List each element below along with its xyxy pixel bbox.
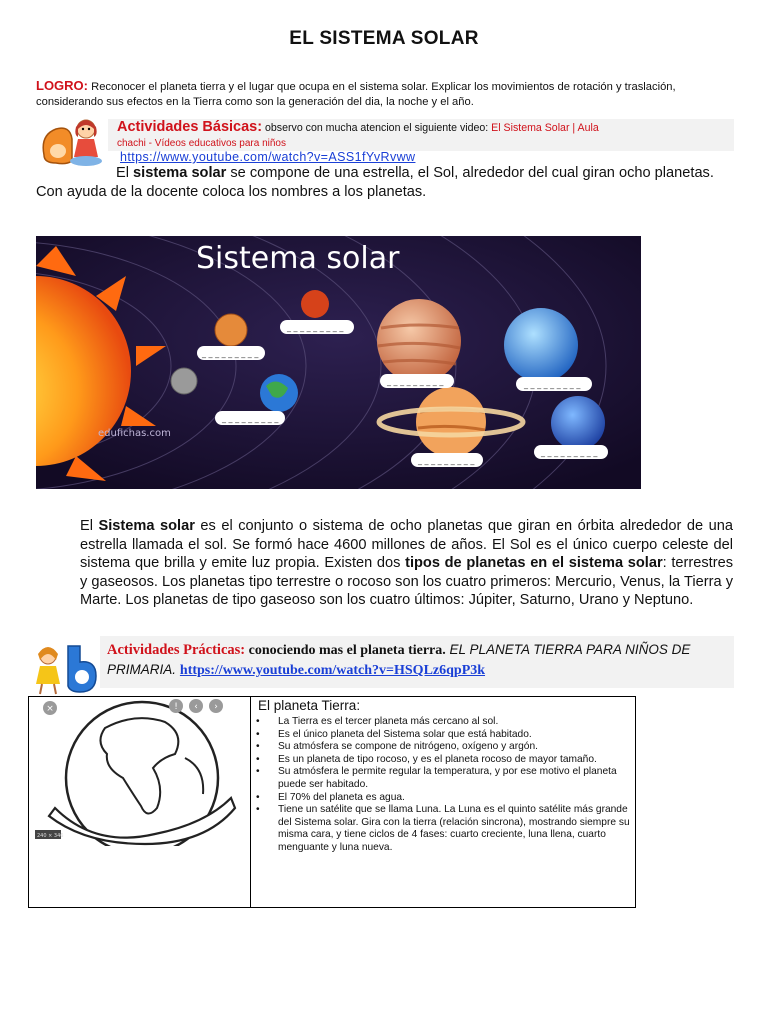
para-text: : terrestres y gaseosos. Los planetas tipo terrestre o rocoso son los cuatro primeros: Mercurio, Venus, la Tierra y Marte. Los planetas de tipo gaseoso son los cuatro últimos: Júpiter, Saturno, Urano y Neptuno. bbox=[80, 555, 733, 608]
page-title: EL SISTEMA SOLAR bbox=[289, 28, 479, 49]
solar-system-illustration bbox=[36, 236, 641, 489]
activity-practice-label: Actividades Prácticas: bbox=[107, 642, 246, 658]
activity-basic-text: observo con mucha atencion el siguiente video: bbox=[262, 122, 492, 134]
svg-text:‹: ‹ bbox=[194, 702, 198, 712]
earth-section-title bbox=[258, 698, 360, 713]
letter-b-girl-icon bbox=[30, 640, 100, 696]
planet-blank[interactable]: _ _ _ _ _ _ _ _ _ bbox=[287, 323, 344, 332]
planet-blank[interactable]: _ _ _ _ _ _ _ _ _ bbox=[418, 456, 475, 465]
list-item: • Es el único planeta del Sistema solar que está habitado. bbox=[252, 729, 632, 742]
video-title: El Sistema Solar | Aula bbox=[491, 122, 599, 134]
svg-text:×: × bbox=[46, 704, 54, 714]
list-item: • Su atmósfera le permite regular la temperatura, y por ese motivo el planeta puede ser habitado. bbox=[252, 766, 632, 791]
para-bold: Sistema solar bbox=[98, 518, 195, 534]
illustration-watermark: edufichas.com bbox=[98, 428, 171, 439]
planet-blank[interactable]: _ _ _ _ _ _ _ _ _ bbox=[541, 448, 598, 457]
planet-blank[interactable]: _ _ _ _ _ _ _ _ _ bbox=[202, 349, 259, 358]
svg-text:›: › bbox=[214, 702, 218, 712]
intro-post: se compone de una estrella, el Sol, alrededor del cual giran ocho planetas. bbox=[226, 165, 714, 181]
list-item: • Es un planeta de tipo rocoso, y es el planeta rocoso de mayor tamaño. bbox=[252, 754, 632, 767]
intro-pre: El bbox=[116, 165, 134, 181]
planet-blank[interactable]: _ _ _ _ _ _ _ _ _ bbox=[524, 380, 581, 389]
activity-basic-label: Actividades Básicas: bbox=[117, 119, 263, 135]
intro-text bbox=[36, 164, 736, 202]
para-bold: tipos de planetas en el sistema solar bbox=[405, 555, 663, 571]
video-link-2[interactable]: https://www.youtube.com/watch?v=HSQLz6qpP3k bbox=[179, 663, 486, 678]
logro-body: Reconocer el planeta tierra y el lugar que ocupa en el sistema solar. Explicar los movimientos de rotación y traslación, considerando sus efectos en la Tierra como son la generación del dia, la noche y el año. bbox=[36, 81, 676, 108]
activity-basic bbox=[117, 120, 727, 151]
list-item: • El 70% del planeta es agua. bbox=[252, 792, 632, 805]
earth-title-colon: : bbox=[356, 698, 361, 713]
para-text: es el conjunto o sistema de ocho planetas que giran en órbita alrededor de una estrella llamada el sol. Se formó hace 4600 millones de años. El Sol es el único cuerpo celeste del sistema que brilla y emite luz propia. Existen dos bbox=[80, 518, 734, 571]
activity-practice-bold: conociendo mas el planeta tierra. bbox=[245, 643, 446, 658]
logro-text bbox=[36, 78, 736, 110]
video-link-1[interactable]: https://www.youtube.com/watch?v=ASS1fYvRvww bbox=[120, 150, 416, 164]
video-subtitle: chachi - Vídeos educativos para niños bbox=[117, 138, 286, 149]
planet-blank[interactable]: _ _ _ _ _ _ _ _ _ bbox=[222, 414, 279, 423]
para-text: El bbox=[80, 518, 99, 534]
solar-system-paragraph bbox=[80, 517, 733, 610]
earth-facts-list bbox=[252, 716, 632, 855]
planet-blank[interactable]: _ _ _ _ _ _ _ _ _ bbox=[387, 377, 444, 386]
list-item: • La Tierra es el tercer planeta más cercano al sol. bbox=[252, 716, 632, 729]
list-item: • Su atmósfera se compone de nitrógeno, oxígeno y argón. bbox=[252, 741, 632, 754]
intro-bold: sistema solar bbox=[133, 165, 227, 181]
activity-practice bbox=[107, 640, 731, 680]
table-divider bbox=[250, 697, 251, 907]
earth-in-hands-image bbox=[35, 698, 245, 846]
letter-a-girl-icon bbox=[36, 115, 106, 169]
earth-title-text: El planeta Tierra bbox=[258, 698, 357, 713]
illustration-title: Sistema solar bbox=[196, 241, 400, 276]
activity-practice-italic: EL PLANETA TIERRA PARA NIÑOS DE PRIMARIA. bbox=[107, 642, 691, 677]
intro-instruction: Con ayuda de la docente coloca los nombres a los planetas. bbox=[36, 184, 427, 200]
image-size-label: 240 × 346 bbox=[37, 833, 64, 839]
list-item: • Tiene un satélite que se llama Luna. La Luna es el quinto satélite más grande del Sistema solar. Gira con la tierra (relación sincrona), mostrando siempre su misma cara, y tiene ciclos de 4 fases: cuarto creciente, luna llena, cuarto menguante y luna nueva. bbox=[252, 804, 632, 854]
svg-text:!: ! bbox=[174, 702, 178, 712]
logro-label: LOGRO: bbox=[36, 78, 88, 93]
